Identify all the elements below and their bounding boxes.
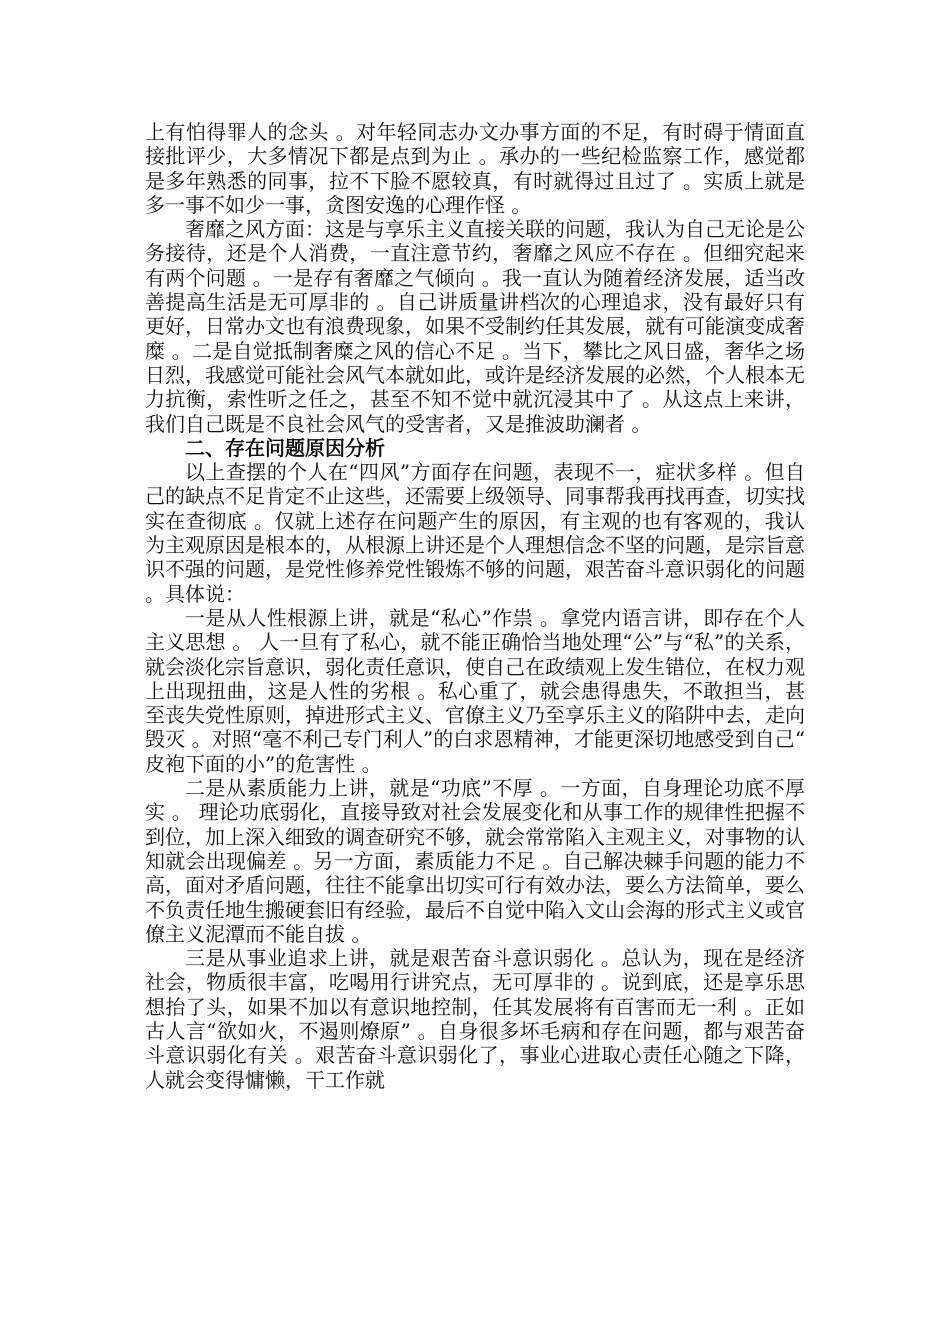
paragraph-summary: 以上查摆的个人在“四风”方面存在问题，表现不一，症状多样 。但自己的缺点不足肯定不止这些，还需要上级领导、同事帮我再找再查，切实找实在查彻底 。仅就上述存在问题产生的原因，有主观的也有客观的，我认为主观原因是根本的，从根源上讲还是个人理想信念不坚的问题，是宗旨意识不强的问题，是党性修养党性锻炼不够的问题，艰苦奋斗意识弱化的问题 。具体说：: [145, 460, 805, 606]
paragraph-extravagance: 奢靡之风方面：这是与享乐主义直接关联的问题，我认为自己无论是公务接待，还是个人消费，一直注意节约，奢靡之风应不存在 。但细究起来有两个问题 。一是存有奢靡之气倾向 。我一直认为随着经济发展，适当改善提高生活是无可厚非的 。自己讲质量讲档次的心理追求，没有最好只有更好，日常办文也有浪费现象，如果不受制约任其发展，就有可能演变成奢糜 。二是自觉抵制奢糜之风的信心不足 。当下，攀比之风日盛，奢华之场日烈，我感觉可能社会风气本就如此，或许是经济发展的必然，个人根本无力抗衡，索性听之任之，甚至不知不觉中就沉浸其中了 。从这点上来讲，我们自己既是不良社会风气的受害者，又是推波助澜者 。: [145, 217, 805, 436]
section-heading: 二、存在问题原因分析: [185, 435, 385, 460]
paragraph-reason-three: 三是从事业追求上讲，就是艰苦奋斗意识弱化 。总认为，现在是经济社会，物质很丰富，吃喝用行讲究点，无可厚非的 。说到底，还是享乐思想抬了头，如果不加以有意识地控制，任其发展将有百害而无一利 。正如古人言“欲如火，不遏则燎原” 。自身很多坏毛病和存在问题，都与艰苦奋斗意识弱化有关 。艰苦奋斗意识弱化了，事业心进取心责任心随之下降，人就会变得慵懒，干工作就: [145, 946, 805, 1092]
paragraph-reason-one: 一是从人性根源上讲，就是“私心”作祟 。拿党内语言讲，即存在个人主义思想 。 人一旦有了私心，就不能正确恰当地处理“公”与“私”的关系，就会淡化宗旨意识，弱化责任意识，使自己在政绩观上发生错位，在权力观上出现扭曲，这是人性的劣根 。私心重了，就会患得患失，不敢担当，甚至丧失党性原则，掉进形式主义、官僚主义乃至享乐主义的陷阱中去，走向毁灭 。对照“毫不利己专门利人”的白求恩精神，才能更深切地感受到自己“皮袍下面的小”的危害性 。: [145, 605, 805, 776]
paragraph-reason-two: 二是从素质能力上讲，就是“功底”不厚 。一方面，自身理论功底不厚实 。 理论功底弱化，直接导致对社会发展变化和从事工作的规律性把握不到位，加上深入细致的调查研究不够，就会常常陷入主观主义，对事物的认知就会出现偏差 。另一方面，素质能力不足 。自己解决棘手问题的能力不高，面对矛盾问题，往往不能拿出切实可行有效办法，要么方法简单，要么不负责任地生搬硬套旧有经验，最后不自觉中陷入文山会海的形式主义或官僚主义泥潭而不能自拔 。: [145, 776, 805, 946]
paragraph-continuation: 上有怕得罪人的念头 。对年轻同志办文办事方面的不足，有时碍于情面直接批评少，大多情况下都是点到为止 。承办的一些纪检监察工作，感觉都是多年熟悉的同事，拉不下脸不愿较真，有时就得过且过了 。实质上就是多一事不如少一事，贪图安逸的心理作怪 。: [145, 120, 805, 217]
document-page: [145, 120, 805, 1092]
